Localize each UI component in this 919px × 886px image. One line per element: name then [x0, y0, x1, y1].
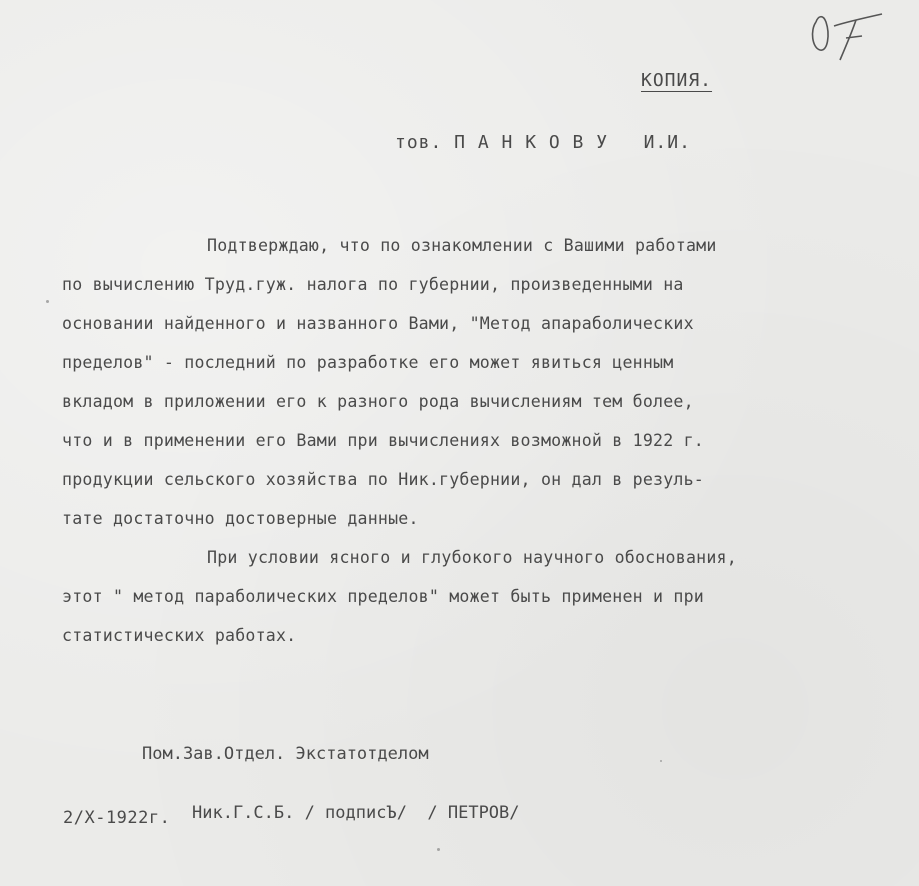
- body-line: При условии ясного и глубокого научного обоснования,: [207, 548, 737, 567]
- body-line: этот " метод параболических пределов" может быть применен и при: [62, 587, 704, 606]
- document-title: КОПИЯ.: [641, 70, 713, 91]
- body-line: основании найденного и названного Вами, "Метод апараболических: [62, 314, 694, 333]
- body-line: пределов" - последний по разработке его может явиться ценным: [62, 353, 674, 372]
- document-date: 2/Х-1922г.: [63, 808, 171, 828]
- signature-position: Пом.Зав.Отдел. Экстатотделом: [142, 744, 429, 764]
- body-line: что и в применении его Вами при вычислениях возможной в 1922 г.: [62, 431, 704, 450]
- paper-speck: [46, 300, 49, 303]
- body-line: вкладом в приложении его к разного рода вычислениям тем более,: [62, 392, 694, 411]
- signature-block: [142, 705, 520, 863]
- handwritten-number-mark: [806, 4, 896, 64]
- body-line: статистических работах.: [62, 626, 297, 645]
- archive-handwritten-mark: [806, 4, 896, 64]
- body-line: по вычислению Труд.гуж. налога по губернии, произведенными на: [62, 275, 684, 294]
- signature-name: Ник.Г.С.Б. / подписЪ/ / ПЕТРОВ/: [192, 803, 520, 823]
- paper-speck: [437, 848, 440, 851]
- paper-speck: [660, 760, 662, 762]
- body-line: тате достаточно достоверные данные.: [62, 509, 419, 528]
- letter-body: [62, 226, 914, 655]
- body-line: Подтверждаю, что по ознакомлении с Вашими работами: [207, 236, 717, 255]
- body-line: продукции сельского хозяйства по Ник.губернии, он дал в резуль-: [62, 470, 704, 489]
- addressee: тов. П А Н К О В У И.И.: [395, 132, 691, 153]
